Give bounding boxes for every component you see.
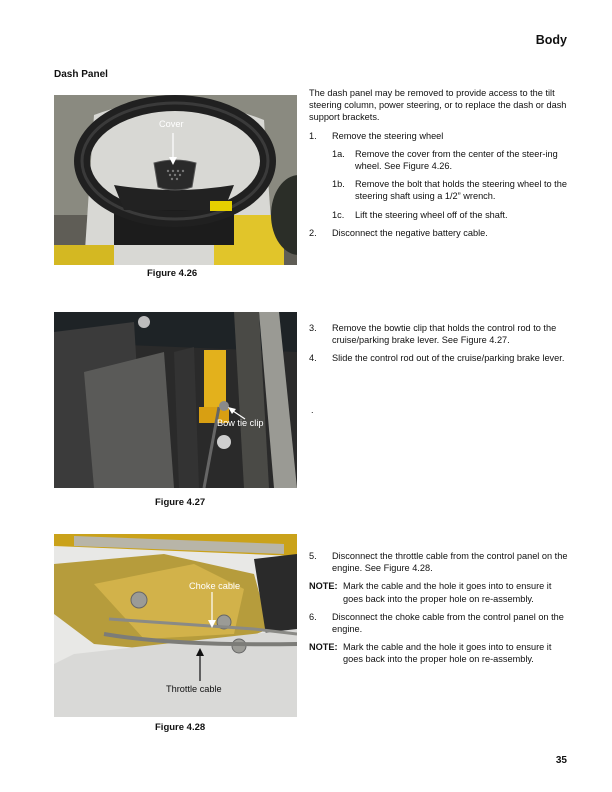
step-number: 2. <box>309 227 317 238</box>
step-1c <box>309 209 569 221</box>
step-text: Disconnect the choke cable from the control panel on the engine. <box>332 611 564 635</box>
section-title: Body <box>535 33 567 47</box>
instructions-block-2 <box>309 322 569 365</box>
step-1 <box>309 130 569 142</box>
step-text: Slide the control rod out of the cruise/parking brake lever. <box>332 353 565 364</box>
subsection-heading: Dash Panel <box>54 69 108 80</box>
note-text: Mark the cable and the hole it goes into to ensure it goes back into the proper hole on re-assembly. <box>343 642 552 665</box>
step-number: 1c. <box>332 209 345 220</box>
note-2 <box>309 641 569 665</box>
step-number: 3. <box>309 323 317 333</box>
instructions-block-1 <box>309 87 569 239</box>
figure-4-27-caption: Figure 4.27 <box>155 497 206 508</box>
step-text: Disconnect the negative battery cable. <box>332 227 488 238</box>
step-number: 5. <box>309 551 317 561</box>
figure-4-26-caption: Figure 4.26 <box>147 268 198 279</box>
step-number: 1b. <box>332 179 345 190</box>
step-number: 4. <box>309 353 317 364</box>
step-text: Remove the bolt that holds the steering wheel to the steering shaft using a 1/2” wrench. <box>355 179 567 202</box>
instructions-block-3 <box>309 550 569 666</box>
note-label: NOTE: <box>309 642 338 653</box>
note-text: Mark the cable and the hole it goes into to ensure it goes back into the proper hole on re-assembly. <box>343 581 552 604</box>
step-2 <box>309 227 569 239</box>
step-number: 1. <box>309 130 317 141</box>
callout-bow-tie-clip: Bow tie clip <box>217 418 264 428</box>
stray-mark: . <box>311 405 314 415</box>
step-5 <box>309 550 569 574</box>
step-text: Remove the bowtie clip that holds the control rod to the cruise/parking brake lever. See Figure 4.27. <box>332 323 557 346</box>
step-1b <box>309 178 569 202</box>
note-label: NOTE: <box>309 581 338 592</box>
step-text: Lift the steering wheel off of the shaft. <box>355 209 508 220</box>
figure-4-28-caption: Figure 4.28 <box>155 722 206 733</box>
callout-throttle-cable: Throttle cable <box>166 684 222 694</box>
callout-choke-cable: Choke cable <box>189 581 241 591</box>
step-4 <box>309 352 569 364</box>
step-text: Remove the steering wheel <box>332 130 444 141</box>
step-number: 6. <box>309 611 317 622</box>
figure-bow-tie-clip-photo <box>54 312 297 488</box>
figure-cables-photo <box>54 534 297 717</box>
intro-paragraph: The dash panel may be removed to provide access to the tilt steering column, power steering, or to replace the dash or dash support brackets. <box>309 88 567 123</box>
page-number: 35 <box>555 755 567 766</box>
figure-steering-wheel-photo <box>54 95 297 265</box>
step-text: Remove the cover from the center of the steer-ing wheel. See Figure 4.26. <box>355 148 558 172</box>
callout-cover: Cover <box>159 119 184 129</box>
note-1 <box>309 580 569 604</box>
step-number: 1a. <box>332 148 345 159</box>
step-3 <box>309 322 569 346</box>
step-text: Disconnect the throttle cable from the control panel on the engine. See Figure 4.28. <box>332 551 568 574</box>
control-rod-illustration <box>54 312 297 488</box>
step-1a <box>309 148 569 172</box>
step-6 <box>309 611 569 635</box>
